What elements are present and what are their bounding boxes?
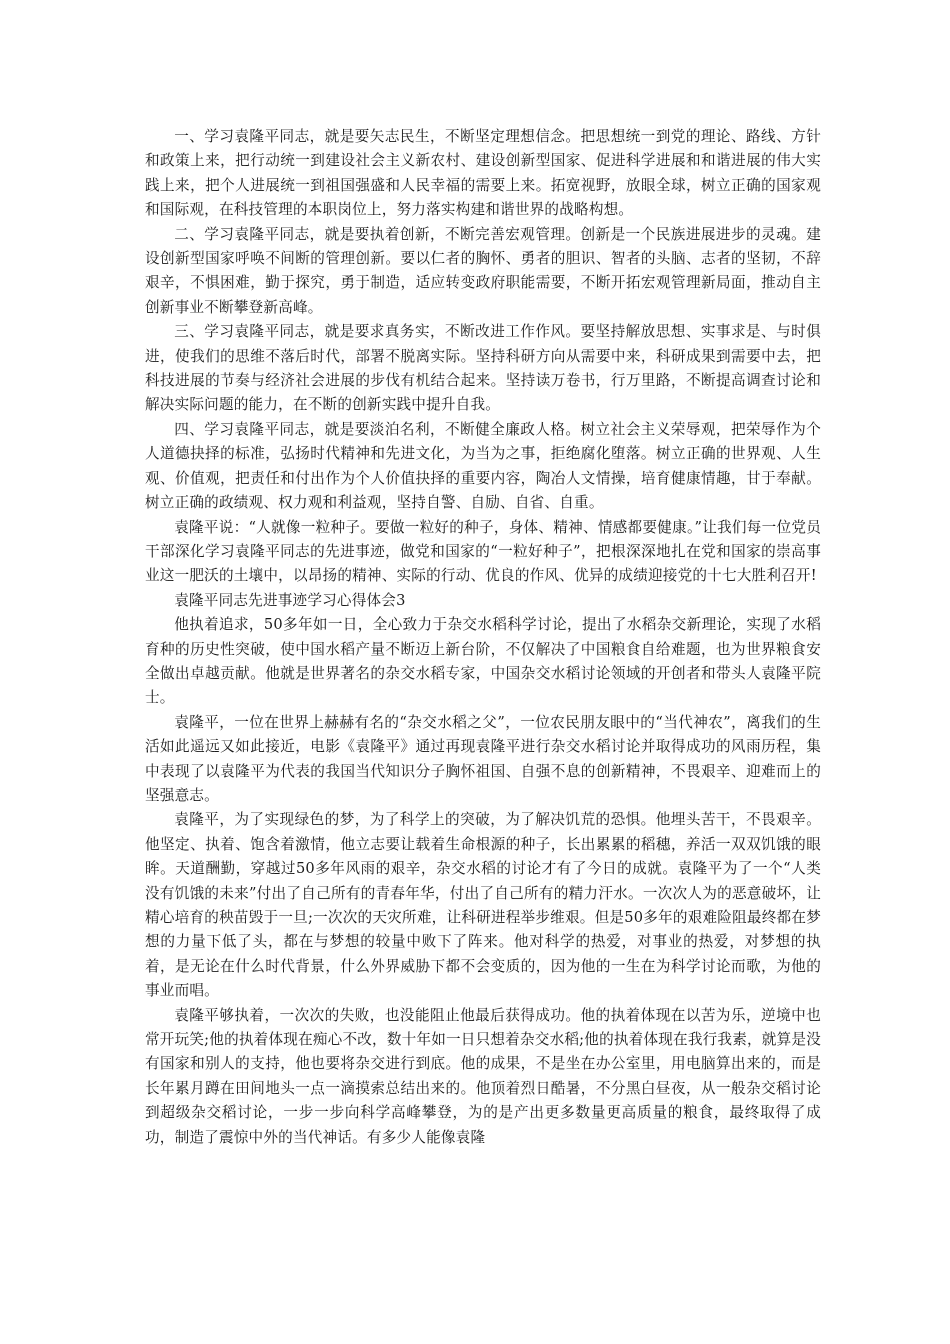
- paragraph-dream: 袁隆平，为了实现绿色的梦，为了科学上的突破，为了解决饥荒的恐惧。他埋头苦干，不畏艰辛。他坚定、执着、饱含着激情，他立志要让载着生命根源的种子，长出累累的稻穗，养活一双双饥饿的眼眸。天道酬勤，穿越过50多年风雨的艰辛，杂交水稻的讨论才有了今日的成就。袁隆平为了一个“人类没有饥饿的未来”付出了自己所有的青春年华，付出了自己所有的精力汗水。一次次人为的恶意破坏，让精心培育的秧苗毁于一旦;一次次的天灾所难，让科研进程举步维艰。但是50多年的艰难险阻最终都在梦想的力量下低了头，都在与梦想的较量中败下了阵来。他对科学的热爱，对事业的热爱，对梦想的执着，是无论在什么时代背景，什么外界威胁下都不会变质的，因为他的一生在为科学讨论而歌，为他的事业而唱。: [145, 811, 821, 1000]
- paragraph-quote: 袁隆平说：“人就像一粒种子。要做一粒好的种子，身体、精神、情感都要健康。”让我们每一位党员干部深化学习袁隆平同志的先进事迹，做党和国家的“一粒好种子”，把根深深地扎在党和国家的崇高事业这一肥沃的土壤中，以昂扬的精神、实际的行动、优良的作风、优异的成绩迎接党的十七大胜利召开!: [145, 518, 821, 585]
- paragraph-film: 袁隆平，一位在世界上赫赫有名的“杂交水稻之父”，一位农民朋友眼中的“当代神农”，离我们的生活如此遥远又如此接近，电影《袁隆平》通过再现袁隆平进行杂交水稻讨论并取得成功的风雨历程，集中表现了以袁隆平为代表的我国当代知识分子胸怀祖国、自强不息的创新精神，不畏艰辛、迎难而上的坚强意志。: [145, 713, 821, 804]
- section-heading: 袁隆平同志先进事迹学习心得体会3: [174, 591, 406, 609]
- paragraph-intro: 他执着追求，50多年如一日，全心致力于杂交水稻科学讨论，提出了水稻杂交新理论，实现了水稻育种的历史性突破，使中国水稻产量不断迈上新台阶，不仅解决了中国粮食自给难题，也为世界粮食安全做出卓越贡献。他就是世界著名的杂交水稻专家，中国杂交水稻讨论领域的开创者和带头人袁隆平院士。: [145, 616, 821, 707]
- paragraph-persistence: 袁隆平够执着，一次次的失败，也没能阻止他最后获得成功。他的执着体现在以苦为乐，逆境中也常开玩笑;他的执着体现在痴心不改，数十年如一日只想着杂交水稻;他的执着体现在我行我素，就算是没有国家和别人的支持，他也要将杂交进行到底。他的成果，不是坐在办公室里，用电脑算出来的，而是长年累月蹲在田间地头一点一滴摸索总结出来的。他顶着烈日酷暑，不分黑白昼夜，从一般杂交稻讨论到超级杂交稻讨论，一步一步向科学高峰攀登，为的是产出更多数量更高质量的粮食，最终取得了成功，制造了震惊中外的当代神话。有多少人能像袁隆: [145, 1006, 821, 1146]
- paragraph-two: 二、学习袁隆平同志，就是要执着创新，不断完善宏观管理。创新是一个民族进展进步的灵魂。建设创新型国家呼唤不间断的管理创新。要以仁者的胸怀、勇者的胆识、智者的头脑、志者的坚韧，不辞艰辛，不惧困难，勤于探究，勇于制造，适应转变政府职能需要，不断开拓宏观管理新局面，推动自主创新事业不断攀登新高峰。: [145, 225, 821, 316]
- paragraph-three: 三、学习袁隆平同志，就是要求真务实，不断改进工作作风。要坚持解放思想、实事求是、与时俱进，使我们的思维不落后时代，部署不脱离实际。坚持科研方向从需要中来，科研成果到需要中去，把科技进展的节奏与经济社会进展的步伐有机结合起来。坚持读万卷书，行万里路，不断提高调查讨论和解决实际问题的能力，在不断的创新实践中提升自我。: [145, 323, 821, 414]
- paragraph-one: 一、学习袁隆平同志，就是要矢志民生，不断坚定理想信念。把思想统一到党的理论、路线、方针和政策上来，把行动统一到建设社会主义新农村、建设创新型国家、促进科学进展和和谐进展的伟大实践上来，把个人进展统一到祖国强盛和人民幸福的需要上来。拓宽视野，放眼全球，树立正确的国家观和国际观，在科技管理的本职岗位上，努力落实构建和谐世界的战略构想。: [145, 128, 821, 219]
- document-page: [145, 125, 821, 1150]
- paragraph-four: 四、学习袁隆平同志，就是要淡泊名利，不断健全廉政人格。树立社会主义荣辱观，把荣辱作为个人道德抉择的标准，弘扬时代精神和先进文化，为当为之事，拒绝腐化堕落。树立正确的世界观、人生观、价值观，把责任和付出作为个人价值抉择的重要内容，陶冶人文情操，培育健康情趣，甘于奉献。树立正确的政绩观、权力观和利益观，坚持自警、自励、自省、自重。: [145, 420, 821, 512]
